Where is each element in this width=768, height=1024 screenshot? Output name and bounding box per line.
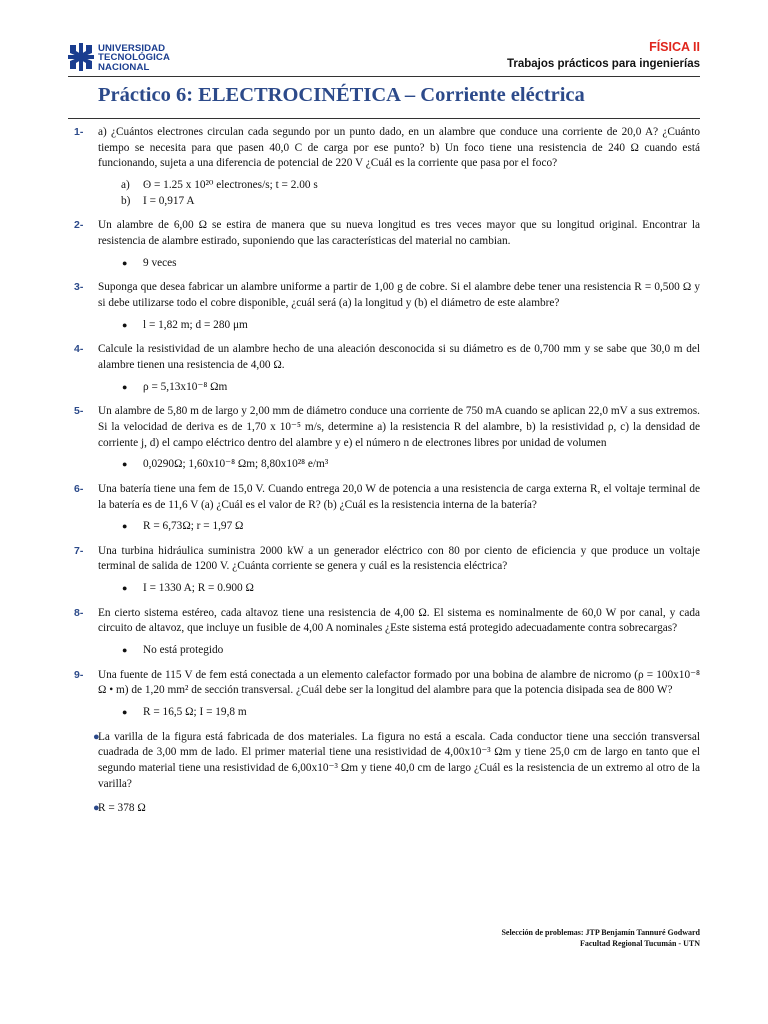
answer-text: R = 6,73Ω; r = 1,97 Ω xyxy=(143,520,244,533)
bullet-icon: ● xyxy=(93,730,100,743)
answer-item xyxy=(98,178,700,194)
problem-item xyxy=(74,125,700,209)
problem-number: 7- xyxy=(74,544,84,557)
problem-text: Suponga que desea fabricar un alambre uniforme a partir de 1,00 g de cobre. Si el alambre debe tener una resistencia R = 0,500 Ω y si debe utilizarse todo el cobre disponible, ¿cuál será (a) la longitud y (b) el diámetro de este alambre? xyxy=(98,281,700,309)
problem-number: 3- xyxy=(74,281,84,294)
answer-list xyxy=(98,380,700,396)
answer-list xyxy=(98,178,700,210)
answer-text: l = 1,82 m; d = 280 μm xyxy=(143,318,248,331)
answer-text: 9 veces xyxy=(143,256,177,269)
problem-text: Una batería tiene una fem de 15,0 V. Cuando entrega 20,0 W de potencia a una resistencia de carga externa R, el voltaje terminal de la batería es de 11,6 V (a) ¿Cuál es el valor de R? (b) ¿Cuál es la resistencia interna de la batería? xyxy=(98,482,700,511)
answer-list xyxy=(98,705,700,721)
bullet-icon: ● xyxy=(122,583,128,594)
problem-item xyxy=(74,606,700,659)
bullet-icon: ● xyxy=(122,257,128,268)
course-subtitle: Trabajos prácticos para ingenierías xyxy=(506,58,700,70)
problem-item xyxy=(74,218,700,271)
answer-text: No está protegido xyxy=(143,644,224,657)
header-divider xyxy=(68,76,700,77)
logo-line: NACIONAL xyxy=(98,61,150,73)
answer-item xyxy=(98,705,700,721)
footer-credit: Selección de problemas: JTP Benjamín Tannuré Godward xyxy=(501,928,700,937)
answer-list xyxy=(98,256,700,272)
problem-item xyxy=(74,668,700,721)
answer-item xyxy=(98,194,700,210)
problem-number: 2- xyxy=(74,219,84,232)
answer-text: ρ = 5,13x10⁻⁸ Ωm xyxy=(143,380,228,393)
logo-line: UNIVERSIDAD xyxy=(98,43,166,54)
problem-item xyxy=(74,404,700,473)
problem-number: 9- xyxy=(74,668,84,681)
answer-text: 0,0290Ω; 1,60x10⁻⁸ Ωm; 8,80x10²⁸ e/m³ xyxy=(143,458,329,471)
bullet-icon: ● xyxy=(122,319,128,330)
answer-item xyxy=(98,581,700,597)
problem-item xyxy=(74,342,700,395)
bullet-icon: ● xyxy=(122,459,128,470)
footer-institution: Facultad Regional Tucumán - UTN xyxy=(579,939,700,948)
bullet-icon: ● xyxy=(122,707,128,718)
problem-item xyxy=(74,280,700,333)
problem-text: a) ¿Cuántos electrones circulan cada segundo por un punto dado, en un alambre que conduce una corriente de 20,0 A? ¿Cuánto tiempo se necesita para que pasen 40,0 C de carga por ese punto? b) Un foco tiene una resistencia de 240 Ω cuando está funcionando, sujeta a una diferencia de potencial de 220 V ¿Cuál es la corriente que pasa por el foco? xyxy=(98,126,700,170)
bullet-icon: ● xyxy=(122,381,128,392)
problem-text: Calcule la resistividad de un alambre hecho de una aleación desconocida si su diámetro es de 0,700 mm y se sabe que 30,0 m del alambre tienen una resistencia de 4,00 Ω. xyxy=(98,343,700,371)
problem-text: La varilla de la figura está fabricada de dos materiales. La figura no está a escala. Cada conductor tiene una sección transversal cuadrada de 3,00 mm de lado. El primer material tiene una resistividad de 4,00x10⁻³ Ωm y tiene 25,0 cm de largo en tanto que el segundo material tiene una resistividad de 6,00x10⁻³ Ωm y tiene 40,0 cm de largo ¿Cuál es la resistencia de un extremo al otro de la varilla? xyxy=(98,730,700,790)
answer-item xyxy=(98,457,700,473)
problem-item xyxy=(74,482,700,535)
page-footer xyxy=(501,927,700,949)
problem-text: Un alambre de 6,00 Ω se estira de manera que su nueva longitud es tres veces mayor que su longitud original. Encontrar la resistencia de alambre estirado, suponiendo que las características del material no cambian. xyxy=(98,219,700,247)
answer-text: ʘ = 1.25 x 10²⁰ electrones/s; t = 2.00 s xyxy=(143,178,318,191)
answer-list xyxy=(98,318,700,334)
problem-item xyxy=(93,730,700,792)
problem-number: 8- xyxy=(74,606,84,619)
problem-list xyxy=(74,125,700,817)
answer-list xyxy=(98,581,700,597)
logo-wordmark xyxy=(98,44,170,72)
answer-item xyxy=(98,519,700,535)
problem-text: En cierto sistema estéreo, cada altavoz tiene una resistencia de 4,00 Ω. El sistema es nominalmente de 60,0 W por canal, y cada circuito de altavoz, que incluye un fusible de 4,00 A nominales ¿Este sistema está protegido adecuadamente contra sobrecargas? xyxy=(98,606,700,635)
bullet-icon: ● xyxy=(93,802,100,815)
page-title: Práctico 6: ELECTROCINÉTICA – Corriente eléctrica xyxy=(98,84,585,106)
bullet-icon: ● xyxy=(122,521,128,532)
problem-text: Una turbina hidráulica suministra 2000 kW a un generador eléctrico con 80 por ciento de eficiencia y que produce un voltaje terminal de salida de 1200 V. ¿Cuánta corriente se genera y cuál es la resistencia eléctrica? xyxy=(98,544,700,573)
answer-item xyxy=(98,318,700,334)
problem-number: 1- xyxy=(74,126,84,138)
answer-marker: b) xyxy=(121,194,131,207)
header-info xyxy=(507,40,700,70)
answer-item xyxy=(98,256,700,272)
logo-line: TECNOLÓGICA xyxy=(98,52,170,64)
problem-number: 6- xyxy=(74,482,84,495)
answer-list xyxy=(98,457,700,473)
answer-item xyxy=(98,380,700,396)
problem-item xyxy=(93,801,700,817)
problem-text: R = 378 Ω xyxy=(98,802,146,815)
answer-list xyxy=(98,643,700,659)
answer-text: I = 1330 A; R = 0.900 Ω xyxy=(143,582,254,595)
problem-text: Una fuente de 115 V de fem está conectada a un elemento calefactor formado por una bobina de alambre de nicromo (ρ = 100x10⁻⁸ Ω • m) de 1,20 mm² de sección transversal. ¿Cuál debe ser la longitud del alambre para que la potencia disipada sea de 800 W? xyxy=(98,668,700,697)
answer-text: R = 16,5 Ω; I = 19,8 m xyxy=(143,706,247,719)
subject-label: FÍSICA II xyxy=(649,40,700,54)
problem-text: Un alambre de 5,80 m de largo y 2,00 mm de diámetro conduce una corriente de 750 mA cuando se aplican 22,0 mV a sus extremos. Si la velocidad de deriva es de 1,70 x 10⁻⁵ m/s, determine a) la resistencia R del alambre, b) la resistividad ρ, c) la densidad de corriente j, d) el campo eléctrico dentro del alambre y e) el número n de electrones libres por unidad de volumen xyxy=(98,405,700,449)
answer-marker: a) xyxy=(121,178,130,191)
problem-number: 5- xyxy=(74,405,84,418)
utn-logo xyxy=(68,43,198,73)
answer-text: I = 0,917 A xyxy=(143,194,195,207)
problem-number: 4- xyxy=(74,343,84,356)
utn-emblem-icon xyxy=(68,43,94,71)
title-divider xyxy=(68,118,700,119)
problem-item xyxy=(74,544,700,597)
answer-list xyxy=(98,519,700,535)
bullet-icon: ● xyxy=(122,645,128,656)
answer-item xyxy=(98,643,700,659)
